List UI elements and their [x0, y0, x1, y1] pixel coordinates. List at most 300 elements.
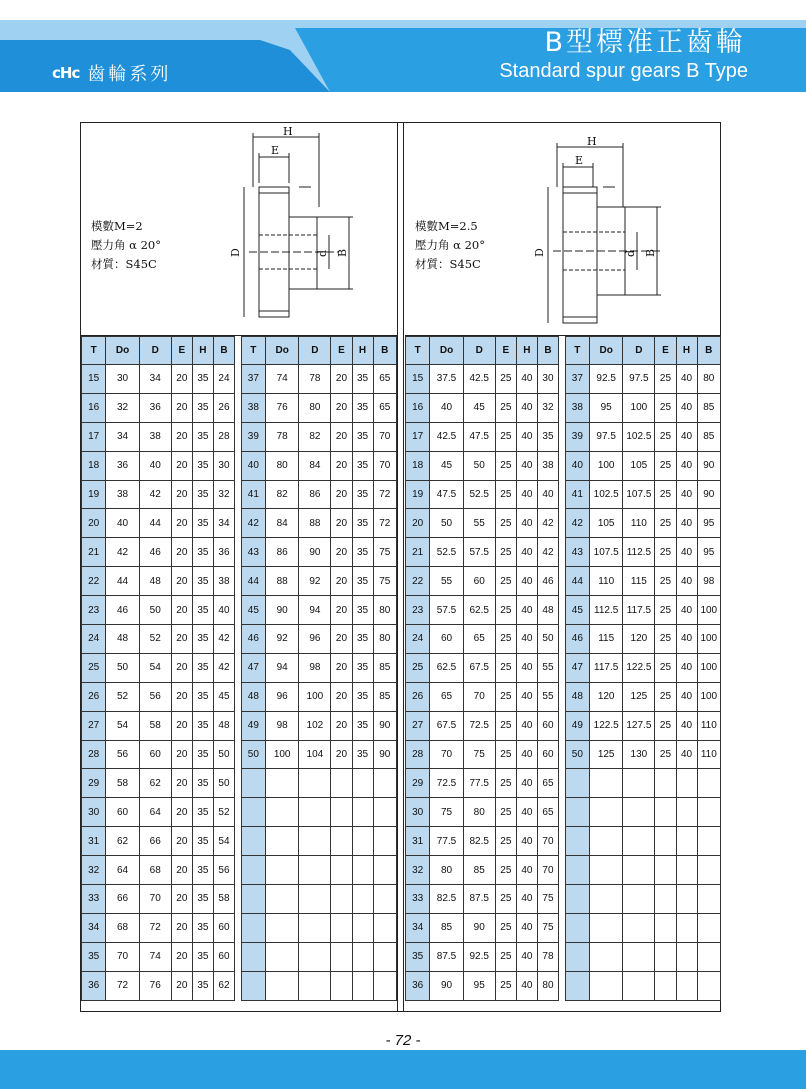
spec-pressure-angle: 壓力角 α 20° [415, 238, 485, 252]
column-header: T [82, 337, 106, 365]
table-cell [299, 913, 331, 942]
table-cell: 20 [171, 740, 192, 769]
table-cell: 36 [213, 538, 234, 567]
table-cell [352, 798, 373, 827]
table-cell: 52 [106, 682, 139, 711]
column-gap [559, 596, 566, 625]
table-cell: 46 [537, 567, 558, 596]
table-cell: 125 [590, 740, 623, 769]
teeth-cell: 36 [406, 971, 430, 1000]
table-cell: 40 [213, 596, 234, 625]
teeth-cell: 38 [565, 393, 589, 422]
table-cell: 20 [331, 653, 352, 682]
table-cell: 35 [192, 567, 213, 596]
table-cell: 32 [213, 480, 234, 509]
table-cell [623, 942, 655, 971]
page-title-english: Standard spur gears B Type [499, 60, 748, 82]
table-cell: 98 [697, 567, 720, 596]
table-cell: 58 [106, 769, 139, 798]
teeth-cell [241, 971, 265, 1000]
table-cell: 20 [331, 393, 352, 422]
table-cell: 35 [192, 596, 213, 625]
table-cell [590, 798, 623, 827]
table-cell [352, 856, 373, 885]
table-cell: 80 [537, 971, 558, 1000]
table-cell: 50 [139, 596, 171, 625]
table-cell: 92.5 [590, 365, 623, 394]
table-cell: 25 [495, 509, 516, 538]
table-cell: 112.5 [590, 596, 623, 625]
teeth-cell [565, 798, 589, 827]
table-cell [266, 885, 299, 914]
table-cell: 78 [266, 422, 299, 451]
teeth-cell: 45 [565, 596, 589, 625]
table-cell: 107.5 [623, 480, 655, 509]
table-cell: 20 [171, 913, 192, 942]
table-row [406, 740, 721, 769]
column-header: T [565, 337, 589, 365]
table-cell: 95 [697, 538, 720, 567]
table-cell: 77.5 [463, 769, 495, 798]
table-cell: 40 [676, 422, 697, 451]
table-cell: 120 [623, 625, 655, 654]
column-header: H [676, 337, 697, 365]
table-cell: 58 [213, 885, 234, 914]
table-row [82, 596, 397, 625]
table-cell: 48 [213, 711, 234, 740]
teeth-cell: 24 [82, 625, 106, 654]
teeth-cell: 19 [406, 480, 430, 509]
table-row [406, 451, 721, 480]
table-cell: 62 [106, 827, 139, 856]
table-cell: 35 [352, 682, 373, 711]
table-cell [623, 885, 655, 914]
table-cell: 42.5 [430, 422, 463, 451]
column-gap [559, 451, 566, 480]
table-row [406, 538, 721, 567]
teeth-cell: 34 [406, 913, 430, 942]
teeth-cell: 17 [406, 422, 430, 451]
teeth-cell: 25 [82, 653, 106, 682]
spec-table-frame [80, 122, 721, 1012]
teeth-cell: 34 [82, 913, 106, 942]
table-cell: 24 [213, 365, 234, 394]
column-gap [559, 740, 566, 769]
table-cell [590, 827, 623, 856]
table-cell: 55 [537, 653, 558, 682]
table-cell: 35 [352, 422, 373, 451]
table-cell [373, 942, 396, 971]
table-cell [623, 913, 655, 942]
table-cell [697, 769, 720, 798]
table-cell: 60 [537, 711, 558, 740]
teeth-cell: 32 [82, 856, 106, 885]
table-cell: 35 [192, 625, 213, 654]
teeth-cell: 24 [406, 625, 430, 654]
column-gap [235, 625, 242, 654]
table-cell: 50 [213, 740, 234, 769]
table-cell: 47.5 [430, 480, 463, 509]
table-cell: 70 [463, 682, 495, 711]
column-gap [235, 769, 242, 798]
table-cell: 60 [537, 740, 558, 769]
column-gap [559, 798, 566, 827]
table-cell [299, 769, 331, 798]
column-gap [235, 422, 242, 451]
column-gap [559, 509, 566, 538]
table-cell: 20 [171, 798, 192, 827]
table-cell [655, 942, 676, 971]
column-gap [559, 422, 566, 451]
column-gap [235, 913, 242, 942]
table-cell: 97.5 [590, 422, 623, 451]
teeth-cell [565, 856, 589, 885]
teeth-cell: 42 [241, 509, 265, 538]
table-cell: 85 [373, 653, 396, 682]
table-cell: 95 [590, 393, 623, 422]
table-cell: 90 [373, 711, 396, 740]
table-cell: 54 [213, 827, 234, 856]
table-row [82, 625, 397, 654]
table-cell: 25 [495, 596, 516, 625]
table-cell: 74 [139, 942, 171, 971]
column-header: B [697, 337, 720, 365]
teeth-cell: 23 [82, 596, 106, 625]
table-cell: 90 [697, 480, 720, 509]
table-cell: 72 [106, 971, 139, 1000]
table-cell: 40 [676, 538, 697, 567]
table-cell: 40 [516, 711, 537, 740]
table-cell: 64 [106, 856, 139, 885]
table-cell: 20 [171, 827, 192, 856]
table-cell [352, 942, 373, 971]
table-cell [299, 971, 331, 1000]
table-cell: 40 [516, 653, 537, 682]
table-cell: 40 [516, 885, 537, 914]
page-title-chinese: B型標准正齒輪 [544, 27, 746, 58]
table-cell: 60 [213, 913, 234, 942]
table-cell: 48 [139, 567, 171, 596]
table-cell: 36 [106, 451, 139, 480]
table-cell: 34 [106, 422, 139, 451]
table-cell: 87.5 [463, 885, 495, 914]
table-cell: 80 [299, 393, 331, 422]
table-cell: 35 [192, 365, 213, 394]
teeth-cell: 32 [406, 856, 430, 885]
table-cell: 25 [495, 625, 516, 654]
table-row [406, 971, 721, 1000]
table-cell: 25 [495, 711, 516, 740]
teeth-cell: 21 [406, 538, 430, 567]
gear-diagram-m2-5 [405, 123, 721, 336]
table-cell: 42.5 [463, 365, 495, 394]
table-cell: 52 [139, 625, 171, 654]
table-cell: 80 [266, 451, 299, 480]
table-cell [623, 856, 655, 885]
table-cell: 40 [516, 509, 537, 538]
column-gap [235, 827, 242, 856]
table-cell: 25 [655, 625, 676, 654]
table-cell: 44 [139, 509, 171, 538]
table-cell: 25 [495, 365, 516, 394]
teeth-cell: 41 [565, 480, 589, 509]
table-cell: 40 [516, 913, 537, 942]
table-cell [352, 971, 373, 1000]
teeth-cell: 25 [406, 653, 430, 682]
table-cell [655, 913, 676, 942]
table-cell [331, 913, 352, 942]
teeth-cell: 42 [565, 509, 589, 538]
table-cell: 35 [192, 827, 213, 856]
table-cell: 40 [676, 740, 697, 769]
table-cell: 25 [495, 740, 516, 769]
table-cell [655, 798, 676, 827]
table-cell: 85 [373, 682, 396, 711]
teeth-cell: 35 [82, 942, 106, 971]
table-cell: 110 [590, 567, 623, 596]
table-cell [299, 798, 331, 827]
spec-table-m2-5 [405, 336, 721, 1001]
table-cell: 30 [537, 365, 558, 394]
table-cell: 75 [373, 538, 396, 567]
table-cell: 77.5 [430, 827, 463, 856]
gear-diagram-m2 [81, 123, 397, 336]
table-cell: 95 [697, 509, 720, 538]
column-gap [235, 711, 242, 740]
table-cell: 50 [430, 509, 463, 538]
table-row [82, 567, 397, 596]
table-cell: 130 [623, 740, 655, 769]
table-cell [590, 942, 623, 971]
table-cell: 20 [171, 653, 192, 682]
table-cell: 62 [213, 971, 234, 1000]
table-cell: 110 [697, 740, 720, 769]
table-cell: 25 [495, 393, 516, 422]
table-cell: 102.5 [590, 480, 623, 509]
table-row [82, 365, 397, 394]
table-cell: 20 [331, 509, 352, 538]
table-cell: 100 [266, 740, 299, 769]
column-gap [235, 596, 242, 625]
table-row [406, 393, 721, 422]
table-cell: 72 [139, 913, 171, 942]
column-header: E [495, 337, 516, 365]
table-row [406, 480, 721, 509]
table-cell: 25 [495, 827, 516, 856]
table-cell: 20 [331, 682, 352, 711]
table-cell: 35 [192, 682, 213, 711]
spec-module: 模數M=2 [91, 219, 143, 233]
table-cell: 40 [676, 451, 697, 480]
table-cell [266, 769, 299, 798]
table-cell [655, 971, 676, 1000]
table-cell: 107.5 [590, 538, 623, 567]
table-cell: 25 [655, 422, 676, 451]
column-gap [559, 711, 566, 740]
dim-label-b: B [644, 248, 657, 257]
table-cell: 45 [213, 682, 234, 711]
table-row [406, 711, 721, 740]
table-row [406, 769, 721, 798]
table-cell: 74 [266, 365, 299, 394]
table-cell: 110 [697, 711, 720, 740]
table-cell: 35 [352, 509, 373, 538]
table-cell: 44 [106, 567, 139, 596]
panel-m2 [81, 123, 397, 1001]
table-cell [655, 885, 676, 914]
table-cell: 58 [139, 711, 171, 740]
table-row [406, 625, 721, 654]
table-cell [331, 798, 352, 827]
table-cell: 38 [106, 480, 139, 509]
column-gap [559, 827, 566, 856]
table-row [406, 856, 721, 885]
table-cell: 40 [516, 682, 537, 711]
table-cell: 40 [516, 740, 537, 769]
teeth-cell [241, 827, 265, 856]
column-header: Do [106, 337, 139, 365]
table-cell: 42 [139, 480, 171, 509]
teeth-cell [565, 942, 589, 971]
table-cell: 25 [655, 740, 676, 769]
dim-label-e: E [271, 144, 280, 157]
table-cell: 102.5 [623, 422, 655, 451]
table-cell: 70 [106, 942, 139, 971]
column-gap [559, 625, 566, 654]
column-header: D [623, 337, 655, 365]
table-cell: 35 [192, 451, 213, 480]
spec-pressure-angle: 壓力角 α 20° [91, 238, 161, 252]
table-cell: 40 [516, 942, 537, 971]
column-gap [235, 538, 242, 567]
teeth-cell [241, 798, 265, 827]
column-gap [235, 393, 242, 422]
table-cell: 50 [213, 769, 234, 798]
table-cell: 20 [171, 451, 192, 480]
table-cell: 92.5 [463, 942, 495, 971]
table-cell: 40 [676, 711, 697, 740]
column-header: H [352, 337, 373, 365]
table-cell [623, 827, 655, 856]
table-cell: 127.5 [623, 711, 655, 740]
table-cell: 40 [676, 625, 697, 654]
table-cell: 40 [516, 827, 537, 856]
teeth-cell: 22 [82, 567, 106, 596]
table-cell: 95 [463, 971, 495, 1000]
table-cell: 70 [373, 451, 396, 480]
teeth-cell [565, 769, 589, 798]
table-cell: 50 [106, 653, 139, 682]
table-row [82, 509, 397, 538]
table-cell: 90 [463, 913, 495, 942]
teeth-cell: 31 [82, 827, 106, 856]
table-cell: 48 [106, 625, 139, 654]
table-cell: 60 [106, 798, 139, 827]
table-row [82, 769, 397, 798]
table-cell: 20 [331, 711, 352, 740]
dim-label-d-outer: D [533, 248, 546, 257]
column-gap [559, 567, 566, 596]
table-cell [676, 885, 697, 914]
table-row [406, 942, 721, 971]
table-cell: 45 [430, 451, 463, 480]
table-cell: 20 [171, 596, 192, 625]
table-cell: 20 [331, 365, 352, 394]
column-header: Do [590, 337, 623, 365]
table-cell: 25 [495, 480, 516, 509]
table-cell: 35 [352, 740, 373, 769]
table-cell: 60 [139, 740, 171, 769]
table-cell: 80 [697, 365, 720, 394]
column-header: E [655, 337, 676, 365]
table-cell: 85 [430, 913, 463, 942]
table-header-row [82, 337, 397, 365]
column-gap [559, 769, 566, 798]
table-cell: 42 [537, 509, 558, 538]
table-cell: 104 [299, 740, 331, 769]
table-cell: 60 [463, 567, 495, 596]
table-cell [266, 942, 299, 971]
table-cell [697, 885, 720, 914]
table-cell: 35 [192, 913, 213, 942]
table-cell: 40 [676, 480, 697, 509]
teeth-cell [241, 885, 265, 914]
table-cell: 117.5 [623, 596, 655, 625]
column-header: D [139, 337, 171, 365]
table-cell: 90 [299, 538, 331, 567]
table-cell: 40 [676, 596, 697, 625]
teeth-cell: 28 [406, 740, 430, 769]
teeth-cell: 30 [82, 798, 106, 827]
table-row [406, 827, 721, 856]
column-header: B [373, 337, 396, 365]
table-cell: 38 [537, 451, 558, 480]
teeth-cell [241, 856, 265, 885]
table-cell: 72 [373, 509, 396, 538]
table-cell: 98 [266, 711, 299, 740]
teeth-cell [241, 942, 265, 971]
column-gap [235, 942, 242, 971]
table-cell: 32 [106, 393, 139, 422]
teeth-cell [565, 913, 589, 942]
column-gap [559, 856, 566, 885]
table-cell: 65 [430, 682, 463, 711]
table-row [82, 451, 397, 480]
table-cell: 65 [373, 393, 396, 422]
table-cell [266, 913, 299, 942]
spec-table-m2 [81, 336, 397, 1001]
table-cell: 97.5 [623, 365, 655, 394]
table-cell: 20 [171, 393, 192, 422]
teeth-cell [565, 827, 589, 856]
table-cell: 100 [590, 451, 623, 480]
table-cell: 40 [516, 567, 537, 596]
table-cell [352, 885, 373, 914]
teeth-cell: 22 [406, 567, 430, 596]
table-cell: 65 [537, 798, 558, 827]
table-cell: 25 [655, 567, 676, 596]
table-cell: 35 [192, 393, 213, 422]
teeth-cell: 21 [82, 538, 106, 567]
table-cell [697, 798, 720, 827]
table-cell: 35 [352, 653, 373, 682]
table-cell: 67.5 [463, 653, 495, 682]
table-cell: 40 [516, 798, 537, 827]
table-cell: 35 [192, 711, 213, 740]
table-cell: 65 [463, 625, 495, 654]
table-cell: 72.5 [463, 711, 495, 740]
table-cell: 25 [495, 653, 516, 682]
